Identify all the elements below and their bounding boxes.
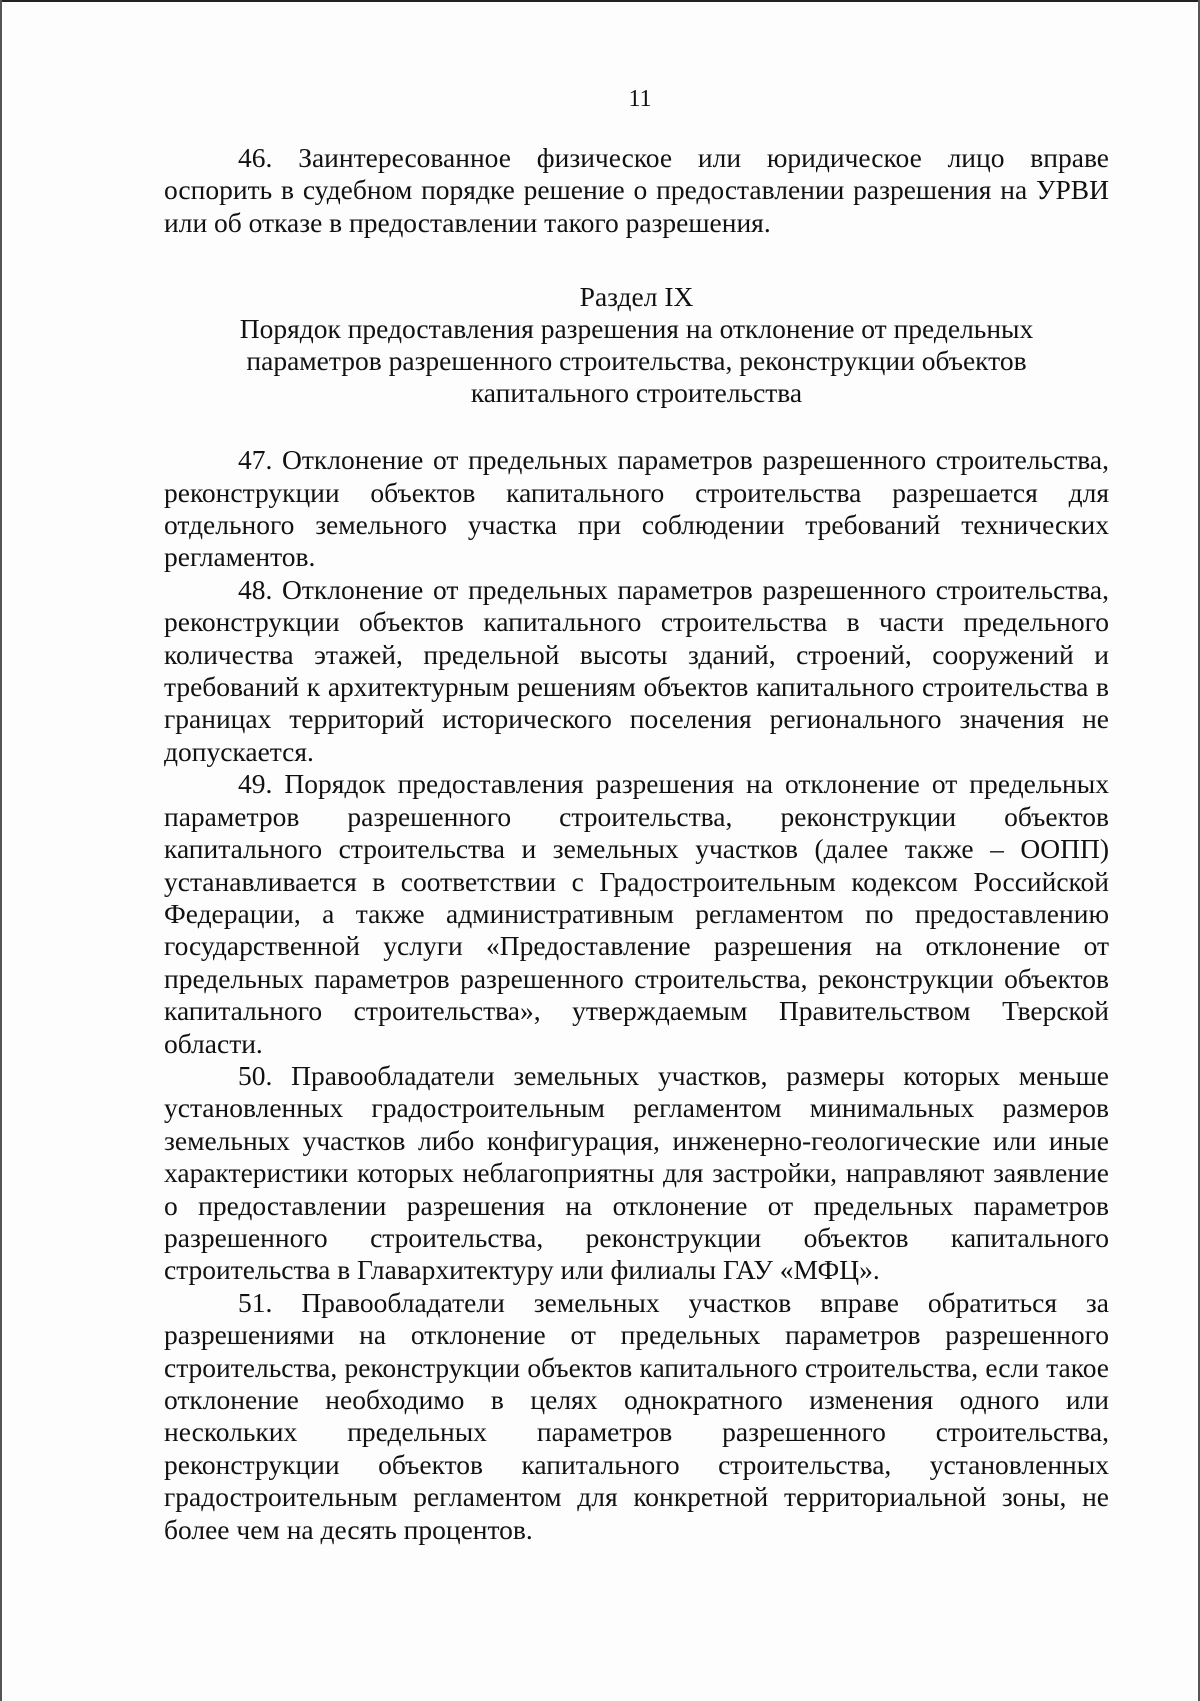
section-heading — [164, 281, 1109, 409]
paragraph-51: 51. Правообладатели земельных участков вправе обратиться за разрешениями на отклонение от предельных параметров разрешенного строительства, реконструкции объектов капитального строительства, если такое отклонение необходимо в целях однократного изменения одного или нескольких предельных параметров разрешенного строительства, реконструкции объектов капитального строительства, установленных градостроительным регламентом для конкретной территориальной зоны, не более чем на десять процентов. — [164, 1286, 1109, 1545]
paragraph-48: 48. Отклонение от предельных параметров разрешенного строительства, реконструкции объектов капитального строительства в части предельного количества этажей, предельной высоты зданий, строений, сооружений и требований к архитектурным решениям объектов капитального строительства в границах территорий исторического поселения регионального значения не допускается. — [164, 573, 1109, 767]
scan-top-edge — [0, 0, 1200, 2]
paragraph-46: 46. Заинтересованное физическое или юридическое лицо вправе оспорить в судебном порядке решение о предоставлении разрешения на УРВИ или об отказе в предоставлении такого разрешения. — [164, 142, 1109, 238]
document-body — [164, 142, 1109, 1546]
section-title: Порядок предоставления разрешения на отклонение от предельных параметров разрешенного строительства, реконструкции объектов капитального строительства — [239, 313, 1034, 409]
paragraph-49: 49. Порядок предоставления разрешения на отклонение от предельных параметров разрешенного строительства, реконструкции объектов капитального строительства и земельных участков (далее также – ООПП) устанавливается в соответствии с Градостроительным кодексом Российской Федерации, а также административным регламентом по предоставлению государственной услуги «Предоставление разрешения на отклонение от предельных параметров разрешенного строительства, реконструкции объектов капитального строительства», утверждаемым Правительством Тверской области. — [164, 768, 1109, 1059]
page-number: 11 — [628, 86, 652, 112]
paragraph-47: 47. Отклонение от предельных параметров разрешенного строительства, реконструкции объектов капитального строительства разрешается для отдельного земельного участка при соблюдении требований технических регламентов. — [164, 444, 1109, 573]
scan-left-edge — [0, 0, 2, 1701]
section-number: Раздел IX — [579, 281, 694, 313]
paragraph-50: 50. Правообладатели земельных участков, размеры которых меньше установленных градостроительным регламентом минимальных размеров земельных участков либо конфигурация, инженерно-геологические или иные характеристики которых неблагоприятны для застройки, направляют заявление о предоставлении разрешения на отклонение от предельных параметров разрешенного строительства, реконструкции объектов капитального строительства в Главархитектуру или филиалы ГАУ «МФЦ». — [164, 1059, 1109, 1286]
